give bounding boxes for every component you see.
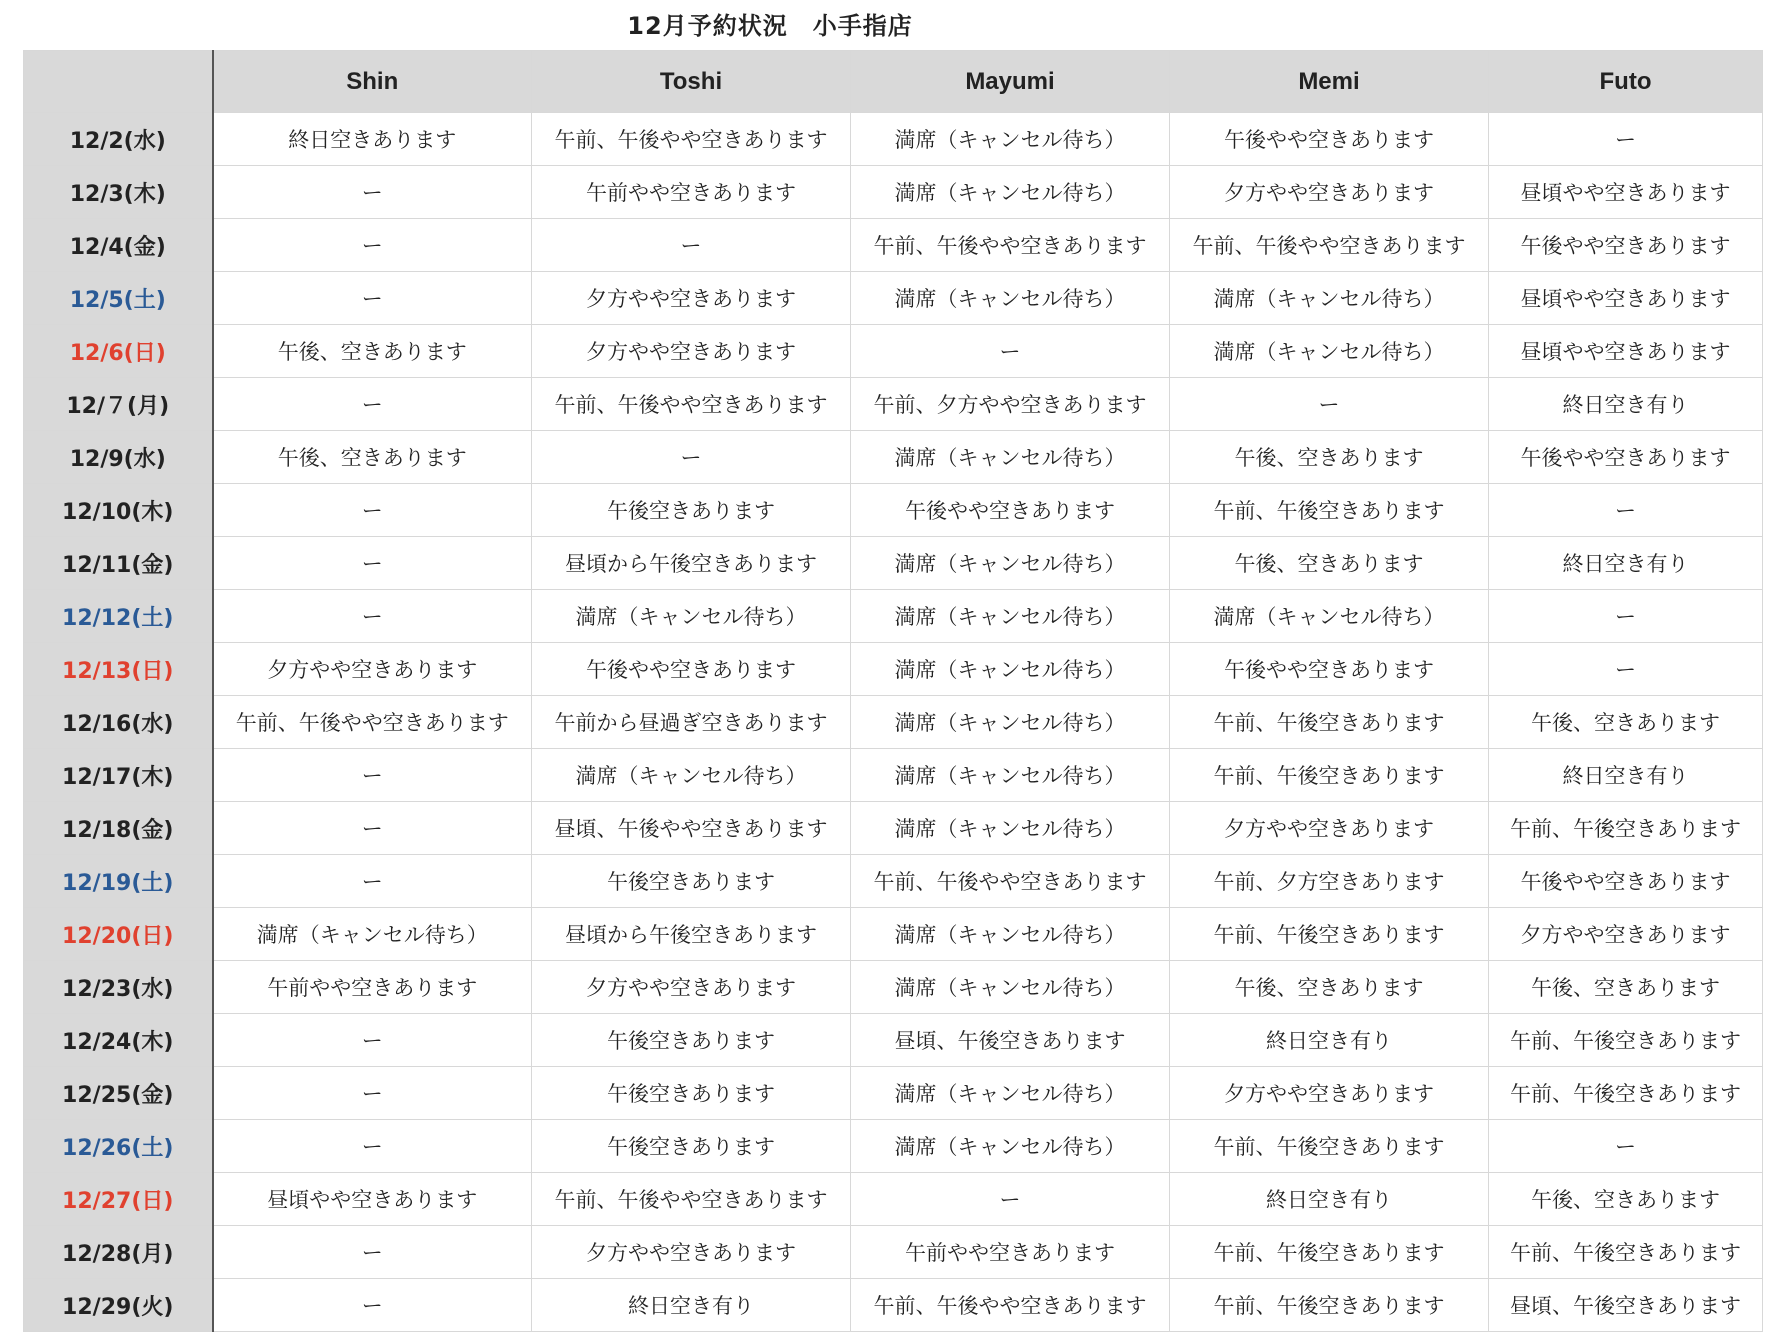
date-cell: 12/29(火)	[24, 1279, 213, 1332]
availability-cell-shin: ー	[213, 219, 532, 272]
table-row	[24, 537, 1763, 590]
availability-cell-shin: ー	[213, 590, 532, 643]
availability-cell-mayumi: ー	[851, 1173, 1170, 1226]
availability-cell-shin: 午前、午後やや空きあります	[213, 696, 532, 749]
availability-cell-toshi: 午後やや空きあります	[532, 643, 851, 696]
availability-cell-toshi: 満席（キャンセル待ち）	[532, 749, 851, 802]
availability-cell-memi: 午後やや空きあります	[1170, 113, 1489, 166]
availability-cell-futo: 午後、空きあります	[1489, 961, 1763, 1014]
availability-cell-shin: 午後、空きあります	[213, 431, 532, 484]
availability-cell-futo: 昼頃やや空きあります	[1489, 272, 1763, 325]
availability-cell-mayumi: 午前、夕方やや空きあります	[851, 378, 1170, 431]
availability-cell-toshi: 午前、午後やや空きあります	[532, 378, 851, 431]
availability-cell-memi: 終日空き有り	[1170, 1014, 1489, 1067]
availability-cell-memi: 夕方やや空きあります	[1170, 166, 1489, 219]
availability-cell-mayumi: 満席（キャンセル待ち）	[851, 113, 1170, 166]
date-cell: 12/4(金)	[24, 219, 213, 272]
availability-cell-memi: 夕方やや空きあります	[1170, 802, 1489, 855]
column-header-toshi: Toshi	[532, 51, 851, 113]
availability-cell-toshi: 夕方やや空きあります	[532, 325, 851, 378]
availability-cell-memi: 午前、午後空きあります	[1170, 1226, 1489, 1279]
table-row	[24, 908, 1763, 961]
date-cell: 12/10(木)	[24, 484, 213, 537]
availability-cell-shin: 昼頃やや空きあります	[213, 1173, 532, 1226]
availability-cell-toshi: 昼頃から午後空きあります	[532, 537, 851, 590]
availability-cell-memi: 午前、午後やや空きあります	[1170, 219, 1489, 272]
table-row	[24, 1014, 1763, 1067]
date-cell: 12/6(日)	[24, 325, 213, 378]
availability-cell-futo: 午後やや空きあります	[1489, 219, 1763, 272]
date-cell: 12/７(月)	[24, 378, 213, 431]
availability-cell-mayumi: 満席（キャンセル待ち）	[851, 908, 1170, 961]
availability-cell-shin: ー	[213, 1014, 532, 1067]
availability-cell-toshi: 終日空き有り	[532, 1279, 851, 1332]
date-cell: 12/26(土)	[24, 1120, 213, 1173]
availability-cell-futo: 午前、午後空きあります	[1489, 1067, 1763, 1120]
availability-cell-shin: ー	[213, 855, 532, 908]
page-title: 12月予約状況 小手指店	[627, 12, 913, 40]
availability-cell-futo: ー	[1489, 1120, 1763, 1173]
availability-cell-mayumi: 満席（キャンセル待ち）	[851, 802, 1170, 855]
column-header-memi: Memi	[1170, 51, 1489, 113]
table-row	[24, 325, 1763, 378]
availability-cell-toshi: 午後空きあります	[532, 855, 851, 908]
table-row	[24, 961, 1763, 1014]
availability-cell-futo: 夕方やや空きあります	[1489, 908, 1763, 961]
availability-cell-mayumi: 午後やや空きあります	[851, 484, 1170, 537]
availability-cell-memi: 午前、午後空きあります	[1170, 484, 1489, 537]
date-cell: 12/9(水)	[24, 431, 213, 484]
availability-cell-toshi: ー	[532, 431, 851, 484]
availability-cell-memi: 午前、午後空きあります	[1170, 1120, 1489, 1173]
availability-cell-mayumi: 午前、午後やや空きあります	[851, 855, 1170, 908]
date-cell: 12/11(金)	[24, 537, 213, 590]
availability-cell-toshi: 午前やや空きあります	[532, 166, 851, 219]
availability-cell-mayumi: ー	[851, 325, 1170, 378]
availability-cell-futo: 午前、午後空きあります	[1489, 802, 1763, 855]
availability-cell-futo: 終日空き有り	[1489, 378, 1763, 431]
availability-cell-mayumi: 満席（キャンセル待ち）	[851, 166, 1170, 219]
table-row	[24, 272, 1763, 325]
availability-cell-memi: 午後、空きあります	[1170, 537, 1489, 590]
availability-cell-memi: 午前、夕方空きあります	[1170, 855, 1489, 908]
availability-cell-memi: 終日空き有り	[1170, 1173, 1489, 1226]
date-cell: 12/19(土)	[24, 855, 213, 908]
availability-cell-toshi: 昼頃から午後空きあります	[532, 908, 851, 961]
availability-cell-mayumi: 満席（キャンセル待ち）	[851, 961, 1170, 1014]
date-cell: 12/17(木)	[24, 749, 213, 802]
table-row	[24, 113, 1763, 166]
table-row	[24, 590, 1763, 643]
availability-cell-futo: 昼頃やや空きあります	[1489, 325, 1763, 378]
table-row	[24, 802, 1763, 855]
availability-cell-mayumi: 昼頃、午後空きあります	[851, 1014, 1170, 1067]
availability-cell-mayumi: 満席（キャンセル待ち）	[851, 1120, 1170, 1173]
availability-cell-mayumi: 満席（キャンセル待ち）	[851, 431, 1170, 484]
availability-cell-toshi: 午前、午後やや空きあります	[532, 1173, 851, 1226]
availability-cell-memi: 午前、午後空きあります	[1170, 749, 1489, 802]
availability-cell-toshi: 午後空きあります	[532, 1067, 851, 1120]
availability-cell-memi: 満席（キャンセル待ち）	[1170, 325, 1489, 378]
availability-cell-memi: 満席（キャンセル待ち）	[1170, 272, 1489, 325]
availability-cell-futo: 午前、午後空きあります	[1489, 1226, 1763, 1279]
table-row	[24, 696, 1763, 749]
availability-cell-shin: 午後、空きあります	[213, 325, 532, 378]
table-row	[24, 749, 1763, 802]
availability-cell-memi: 午後、空きあります	[1170, 431, 1489, 484]
reservation-table	[23, 50, 1763, 1332]
availability-cell-shin: ー	[213, 272, 532, 325]
availability-cell-memi: 夕方やや空きあります	[1170, 1067, 1489, 1120]
availability-cell-shin: ー	[213, 484, 532, 537]
date-cell: 12/13(日)	[24, 643, 213, 696]
availability-cell-futo: 昼頃やや空きあります	[1489, 166, 1763, 219]
table-row	[24, 378, 1763, 431]
table-row	[24, 484, 1763, 537]
availability-cell-shin: 満席（キャンセル待ち）	[213, 908, 532, 961]
date-cell: 12/2(水)	[24, 113, 213, 166]
table-row	[24, 431, 1763, 484]
availability-cell-mayumi: 満席（キャンセル待ち）	[851, 537, 1170, 590]
availability-cell-mayumi: 午前やや空きあります	[851, 1226, 1170, 1279]
availability-cell-shin: ー	[213, 537, 532, 590]
header-row	[24, 51, 1763, 113]
availability-cell-shin: 夕方やや空きあります	[213, 643, 532, 696]
availability-cell-mayumi: 午前、午後やや空きあります	[851, 1279, 1170, 1332]
availability-cell-toshi: 午前、午後やや空きあります	[532, 113, 851, 166]
availability-cell-toshi: 午前から昼過ぎ空きあります	[532, 696, 851, 749]
availability-cell-toshi: 午後空きあります	[532, 1014, 851, 1067]
availability-cell-futo: ー	[1489, 484, 1763, 537]
availability-cell-mayumi: 満席（キャンセル待ち）	[851, 643, 1170, 696]
availability-cell-toshi: 夕方やや空きあります	[532, 1226, 851, 1279]
availability-cell-toshi: 午後空きあります	[532, 1120, 851, 1173]
table-row	[24, 1173, 1763, 1226]
availability-cell-mayumi: 満席（キャンセル待ち）	[851, 696, 1170, 749]
availability-cell-futo: ー	[1489, 590, 1763, 643]
availability-cell-memi: ー	[1170, 378, 1489, 431]
availability-cell-mayumi: 満席（キャンセル待ち）	[851, 590, 1170, 643]
availability-cell-shin: ー	[213, 749, 532, 802]
availability-cell-mayumi: 満席（キャンセル待ち）	[851, 749, 1170, 802]
availability-cell-shin: 終日空きあります	[213, 113, 532, 166]
availability-cell-memi: 午後やや空きあります	[1170, 643, 1489, 696]
availability-cell-futo: ー	[1489, 643, 1763, 696]
date-cell: 12/5(土)	[24, 272, 213, 325]
availability-cell-shin: ー	[213, 1226, 532, 1279]
availability-cell-mayumi: 午前、午後やや空きあります	[851, 219, 1170, 272]
availability-cell-shin: 午前やや空きあります	[213, 961, 532, 1014]
date-cell: 12/24(木)	[24, 1014, 213, 1067]
availability-cell-toshi: 夕方やや空きあります	[532, 272, 851, 325]
availability-cell-futo: 昼頃、午後空きあります	[1489, 1279, 1763, 1332]
availability-cell-memi: 午前、午後空きあります	[1170, 1279, 1489, 1332]
availability-cell-futo: 午後やや空きあります	[1489, 855, 1763, 908]
table-row	[24, 166, 1763, 219]
date-cell: 12/25(金)	[24, 1067, 213, 1120]
availability-cell-memi: 午後、空きあります	[1170, 961, 1489, 1014]
availability-cell-toshi: 午後空きあります	[532, 484, 851, 537]
availability-cell-memi: 満席（キャンセル待ち）	[1170, 590, 1489, 643]
availability-cell-futo: 午後、空きあります	[1489, 1173, 1763, 1226]
table-row	[24, 855, 1763, 908]
corner-header	[24, 51, 213, 113]
table-row	[24, 1279, 1763, 1332]
date-cell: 12/28(月)	[24, 1226, 213, 1279]
availability-cell-toshi: 昼頃、午後やや空きあります	[532, 802, 851, 855]
table-row	[24, 1120, 1763, 1173]
column-header-futo: Futo	[1489, 51, 1763, 113]
table-row	[24, 643, 1763, 696]
availability-cell-futo: 終日空き有り	[1489, 537, 1763, 590]
availability-cell-shin: ー	[213, 378, 532, 431]
availability-cell-mayumi: 満席（キャンセル待ち）	[851, 272, 1170, 325]
date-cell: 12/20(日)	[24, 908, 213, 961]
availability-cell-toshi: 満席（キャンセル待ち）	[532, 590, 851, 643]
date-cell: 12/12(土)	[24, 590, 213, 643]
availability-cell-memi: 午前、午後空きあります	[1170, 908, 1489, 961]
date-cell: 12/27(日)	[24, 1173, 213, 1226]
date-cell: 12/23(水)	[24, 961, 213, 1014]
table-row	[24, 1226, 1763, 1279]
availability-cell-futo: 終日空き有り	[1489, 749, 1763, 802]
availability-cell-toshi: 夕方やや空きあります	[532, 961, 851, 1014]
availability-cell-shin: ー	[213, 166, 532, 219]
availability-cell-toshi: ー	[532, 219, 851, 272]
availability-cell-futo: 午後やや空きあります	[1489, 431, 1763, 484]
availability-cell-futo: 午後、空きあります	[1489, 696, 1763, 749]
availability-cell-futo: ー	[1489, 113, 1763, 166]
availability-cell-futo: 午前、午後空きあります	[1489, 1014, 1763, 1067]
date-cell: 12/16(水)	[24, 696, 213, 749]
table-row	[24, 1067, 1763, 1120]
availability-cell-mayumi: 満席（キャンセル待ち）	[851, 1067, 1170, 1120]
date-cell: 12/18(金)	[24, 802, 213, 855]
table-body	[24, 113, 1763, 1332]
availability-cell-shin: ー	[213, 1120, 532, 1173]
availability-cell-shin: ー	[213, 1279, 532, 1332]
column-header-shin: Shin	[213, 51, 532, 113]
availability-cell-shin: ー	[213, 802, 532, 855]
availability-cell-memi: 午前、午後空きあります	[1170, 696, 1489, 749]
availability-cell-shin: ー	[213, 1067, 532, 1120]
column-header-mayumi: Mayumi	[851, 51, 1170, 113]
table-row	[24, 219, 1763, 272]
date-cell: 12/3(木)	[24, 166, 213, 219]
